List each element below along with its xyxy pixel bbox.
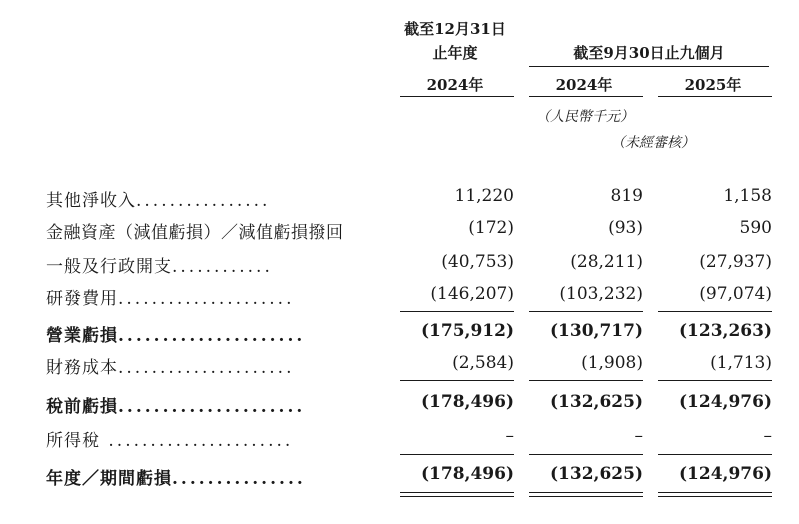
unaudited-note: （未經審核） [611, 135, 695, 151]
subtotal-rule-col3 [658, 380, 772, 381]
subtotal-rule-col2 [529, 454, 643, 455]
row-label: 研發費用..................... [46, 289, 295, 309]
row-value-2024-9m: (1,908) [581, 353, 643, 373]
total-double-rule-col1 [400, 492, 514, 497]
col3-year: 2025年 [684, 76, 742, 94]
table-row-loss-for-year-period [0, 464, 799, 494]
row-value-2024-fy: 11,220 [454, 186, 514, 206]
row-value-2025-9m: (124,976) [679, 464, 772, 484]
col1-year: 2024年 [426, 76, 484, 94]
total-double-rule-col2 [529, 492, 643, 497]
col1-header-line2: 止年度 [432, 44, 478, 62]
subtotal-rule-col2 [529, 380, 643, 381]
row-label: 財務成本..................... [46, 358, 295, 378]
subtotal-rule-col1 [400, 454, 514, 455]
year-rule-col1 [400, 96, 514, 97]
table-row-finance-costs [0, 353, 799, 383]
col1-header-line1: 截至12月31日 [404, 20, 506, 38]
row-value-2024-fy: (172) [468, 218, 514, 238]
row-value-2024-fy: (178,496) [421, 464, 514, 484]
row-value-2024-9m: (132,625) [550, 464, 643, 484]
group-header-rule [529, 66, 769, 67]
currency-unit-note: （人民幣千元） [536, 109, 634, 125]
total-double-rule-col3 [658, 492, 772, 497]
table-row-financial-asset-impairment [0, 218, 799, 248]
row-label: 年度／期間虧損............... [46, 469, 306, 489]
row-value-2025-9m: – [763, 426, 772, 446]
subtotal-rule-col3 [658, 311, 772, 312]
row-value-2025-9m: 1,158 [723, 186, 772, 206]
row-label: 金融資產（減值虧損）／減值虧損撥回 [46, 223, 344, 243]
subtotal-rule-col2 [529, 311, 643, 312]
row-label: 一般及行政開支............ [46, 257, 273, 277]
row-label: 稅前虧損..................... [46, 397, 306, 417]
row-label: 其他淨收入................ [46, 191, 271, 211]
row-value-2025-9m: 590 [739, 218, 772, 238]
row-value-2024-9m: (130,717) [550, 321, 643, 341]
row-value-2024-fy: (178,496) [421, 392, 514, 412]
row-value-2025-9m: (97,074) [699, 284, 772, 304]
row-value-2024-9m: – [634, 426, 643, 446]
table-row-income-tax [0, 426, 799, 456]
col2-year: 2024年 [555, 76, 613, 94]
nine-months-group-header: 截至9月30日止九個月 [573, 44, 725, 62]
year-rule-col3 [658, 96, 772, 97]
table-row-other-net-income [0, 186, 799, 216]
row-value-2025-9m: (1,713) [710, 353, 772, 373]
row-value-2024-9m: (103,232) [559, 284, 643, 304]
row-value-2024-9m: (28,211) [570, 252, 643, 272]
row-label: 所得稅 ...................... [46, 431, 294, 451]
row-value-2025-9m: (124,976) [679, 392, 772, 412]
table-row-rd-expenses [0, 284, 799, 314]
year-rule-col2 [529, 96, 643, 97]
row-value-2024-fy: – [505, 426, 514, 446]
row-value-2024-9m: (93) [608, 218, 643, 238]
subtotal-rule-col3 [658, 454, 772, 455]
row-value-2024-9m: 819 [610, 186, 643, 206]
row-value-2024-9m: (132,625) [550, 392, 643, 412]
table-row-operating-loss [0, 321, 799, 351]
subtotal-rule-col1 [400, 311, 514, 312]
row-value-2024-fy: (175,912) [421, 321, 514, 341]
row-value-2024-fy: (40,753) [441, 252, 514, 272]
row-value-2024-fy: (146,207) [430, 284, 514, 304]
table-row-loss-before-tax [0, 392, 799, 422]
row-value-2025-9m: (123,263) [679, 321, 772, 341]
row-value-2024-fy: (2,584) [452, 353, 514, 373]
subtotal-rule-col1 [400, 380, 514, 381]
row-label: 營業虧損..................... [46, 326, 306, 346]
table-row-general-admin-expenses [0, 252, 799, 282]
row-value-2025-9m: (27,937) [699, 252, 772, 272]
